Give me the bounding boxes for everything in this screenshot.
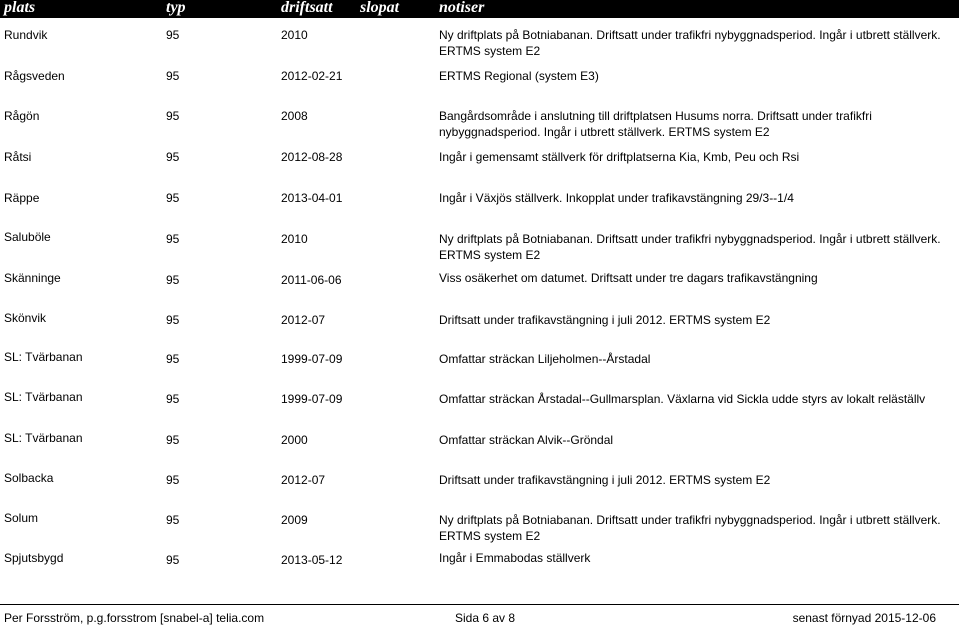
header-notiser: notiser [439, 0, 485, 16]
cell-notiser: Viss osäkerhet om datumet. Driftsatt under tre dagars trafikavstängning [439, 271, 818, 285]
cell-notiser: Ingår i Emmabodas ställverk [439, 551, 591, 565]
cell-typ: 95 [166, 232, 180, 246]
header-typ: typ [166, 0, 186, 16]
cell-typ: 95 [166, 352, 180, 366]
cell-driftsatt: 2012-02-21 [281, 69, 343, 83]
cell-typ: 95 [166, 273, 180, 287]
cell-plats: Saluböle [4, 230, 51, 244]
footer-divider [0, 604, 959, 605]
cell-typ: 95 [166, 553, 180, 567]
cell-driftsatt: 2009 [281, 513, 308, 527]
footer-updated: senast förnyad 2015-12-06 [792, 611, 936, 625]
cell-plats: Rågsveden [4, 69, 65, 83]
footer-page-number: Sida 6 av 8 [455, 611, 516, 625]
cell-notiser: Bangårdsområde i anslutning till driftplatsen Husums norra. Driftsatt under trafikfri nybyggnadsperiod. Ingår i utbrett ställverk. ERTMS system E2 [439, 109, 872, 139]
header-plats: plats [4, 0, 36, 16]
cell-plats: SL: Tvärbanan [4, 431, 83, 445]
cell-plats: Rågön [4, 109, 40, 123]
cell-notiser: Driftsatt under trafikavstängning i juli 2012. ERTMS system E2 [439, 313, 771, 327]
cell-plats: Skänninge [4, 271, 61, 285]
table-header [0, 0, 959, 18]
cell-notiser: Ingår i Växjös ställverk. Inkopplat under trafikavstängning 29/3--1/4 [439, 191, 794, 205]
cell-notiser: Ingår i gemensamt ställverk för driftplatserna Kia, Kmb, Peu och Rsi [439, 150, 800, 164]
cell-plats: Rundvik [4, 28, 48, 42]
cell-driftsatt: 2012-07 [281, 313, 326, 327]
cell-plats: Solum [4, 511, 39, 525]
cell-typ: 95 [166, 191, 180, 205]
cell-typ: 95 [166, 28, 180, 42]
cell-plats: Råtsi [4, 150, 32, 164]
cell-driftsatt: 2000 [281, 433, 308, 447]
cell-typ: 95 [166, 313, 180, 327]
header-slopat: slopat [360, 0, 400, 16]
footer-author: Per Forsström, p.g.forsstrom [snabel-a] telia.com [4, 611, 265, 625]
cell-notiser: Omfattar sträckan Årstadal--Gullmarsplan. Växlarna vid Sickla udde styrs av lokalt reläställv [439, 392, 926, 406]
cell-typ: 95 [166, 513, 180, 527]
cell-typ: 95 [166, 69, 180, 83]
cell-typ: 95 [166, 433, 180, 447]
cell-notiser: Omfattar sträckan Liljeholmen--Årstadal [439, 352, 651, 366]
cell-typ: 95 [166, 150, 180, 164]
cell-plats: SL: Tvärbanan [4, 390, 83, 404]
cell-notiser: Ny driftplats på Botniabanan. Driftsatt under trafikfri nybyggnadsperiod. Ingår i utbrett ställverk. ERTMS system E2 [439, 28, 941, 58]
header-driftsatt: driftsatt [281, 0, 333, 16]
cell-typ: 95 [166, 473, 180, 487]
cell-typ: 95 [166, 392, 180, 406]
cell-notiser: Driftsatt under trafikavstängning i juli 2012. ERTMS system E2 [439, 473, 771, 487]
cell-driftsatt: 2010 [281, 232, 308, 246]
cell-driftsatt: 2013-04-01 [281, 191, 343, 205]
cell-driftsatt: 2010 [281, 28, 308, 42]
cell-driftsatt: 1999-07-09 [281, 352, 343, 366]
cell-typ: 95 [166, 109, 180, 123]
cell-plats: Spjutsbygd [4, 551, 64, 565]
cell-driftsatt: 2012-07 [281, 473, 326, 487]
cell-notiser: Ny driftplats på Botniabanan. Driftsatt under trafikfri nybyggnadsperiod. Ingår i utbrett ställverk. ERTMS system E2 [439, 513, 941, 543]
cell-plats: Solbacka [4, 471, 54, 485]
cell-driftsatt: 2013-05-12 [281, 553, 343, 567]
cell-plats: Räppe [4, 191, 40, 205]
cell-driftsatt: 2011-06-06 [281, 273, 342, 287]
cell-notiser: Ny driftplats på Botniabanan. Driftsatt under trafikfri nybyggnadsperiod. Ingår i utbrett ställverk. ERTMS system E2 [439, 232, 941, 262]
cell-plats: Skönvik [4, 311, 47, 325]
cell-driftsatt: 2008 [281, 109, 308, 123]
cell-driftsatt: 2012-08-28 [281, 150, 343, 164]
cell-notiser: ERTMS Regional (system E3) [439, 69, 599, 83]
cell-driftsatt: 1999-07-09 [281, 392, 343, 406]
cell-notiser: Omfattar sträckan Alvik--Gröndal [439, 433, 614, 447]
cell-plats: SL: Tvärbanan [4, 350, 83, 364]
